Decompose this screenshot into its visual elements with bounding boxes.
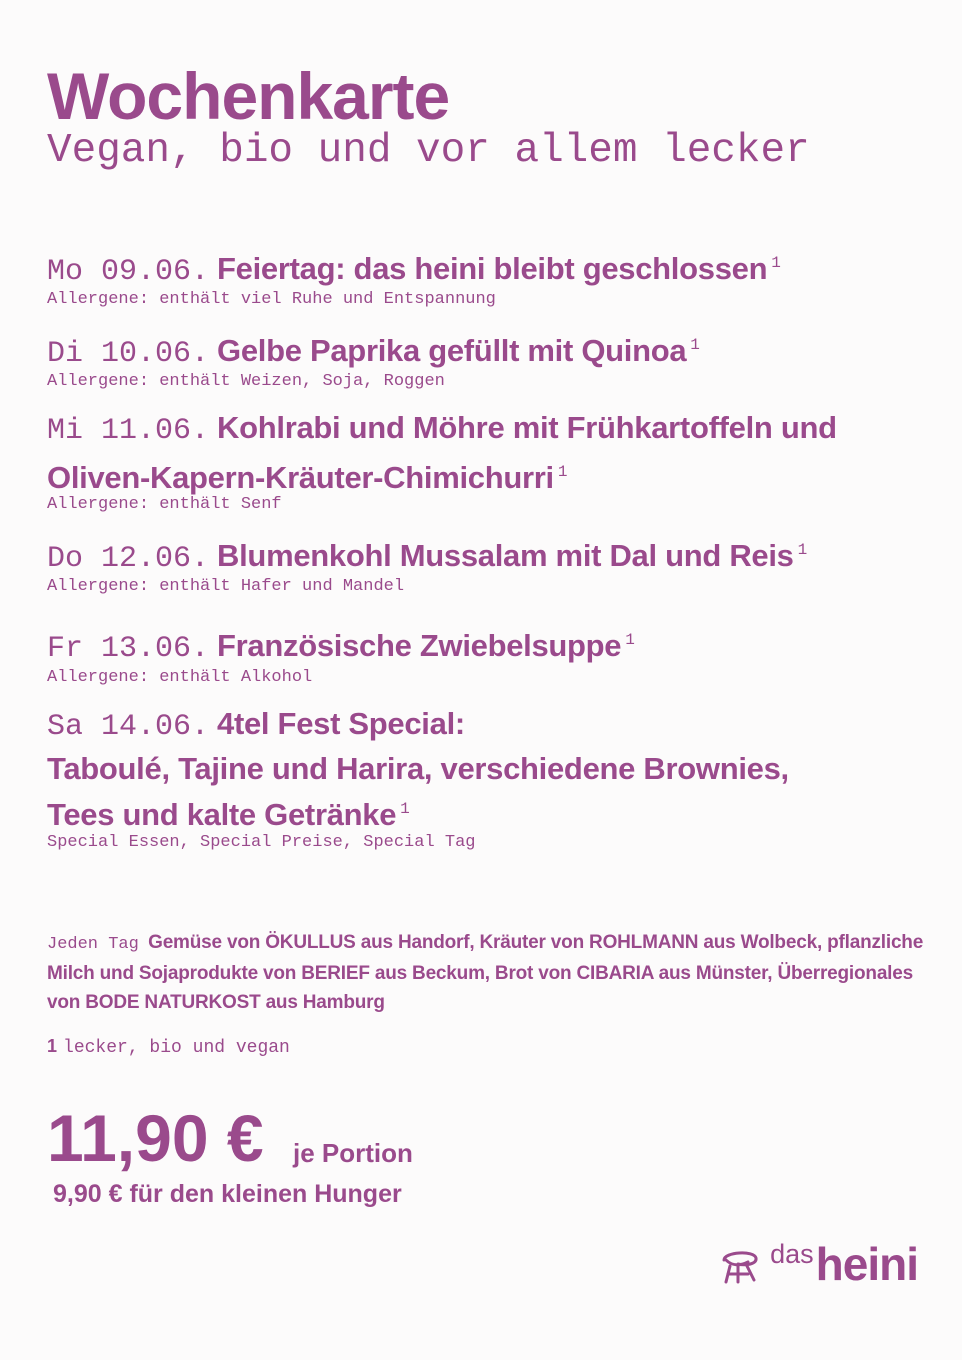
allergen-note: Allergene: enthält Weizen, Soja, Roggen: [47, 372, 445, 391]
allergen-note: Allergene: enthält Alkohol: [47, 668, 313, 687]
logo-prefix: das: [770, 1239, 814, 1269]
daily-label: Jeden Tag: [47, 935, 139, 954]
allergen-note: Allergene: enthält Hafer und Mandel: [47, 577, 405, 596]
brand-logo: [718, 1240, 918, 1288]
daily-suppliers: [47, 928, 927, 1017]
page-subtitle: Vegan, bio und vor allem lecker: [47, 128, 810, 174]
footnote-marker: 1: [557, 463, 568, 481]
day-dish: Gelbe Paprika gefüllt mit Quinoa: [217, 333, 687, 368]
footnote-marker: 1: [771, 254, 781, 272]
day-date: Sa 14.06.: [47, 710, 210, 744]
day-date: Di 10.06.: [47, 337, 210, 371]
menu-day-fr: [47, 620, 927, 670]
day-dish: 4tel Fest Special:: [217, 706, 465, 741]
footnote-marker: 1: [625, 631, 635, 649]
day-date: Do 12.06.: [47, 542, 210, 576]
chair-icon: [718, 1246, 760, 1286]
allergen-note: Allergene: enthält Senf: [47, 495, 282, 514]
daily-text: Gemüse von ÖKULLUS aus Handorf, Kräuter von ROHLMANN aus Wolbeck, pflanzliche Milch und Sojaprodukte von BERIEF aus Beckum, Brot von CIBARIA aus Münster, Überregionales von BODE NATURKOST aus Hamburg: [47, 932, 924, 1013]
menu-day-mo: [47, 243, 927, 293]
footnote-marker: 1: [400, 800, 410, 818]
day-dish: Blumenkohl Mussalam mit Dal und Reis: [217, 538, 794, 573]
special-note: Special Essen, Special Preise, Special Tag: [47, 833, 476, 852]
menu-day-di: [47, 325, 927, 375]
menu-day-do: [47, 530, 927, 580]
day-dish: Kohlrabi und Möhre mit Frühkartoffeln und Oliven-Kapern-Kräuter-Chimichurri: [47, 410, 837, 495]
price-unit: je Portion: [293, 1138, 413, 1168]
logo-name: heini: [815, 1238, 918, 1290]
day-dish: Französische Zwiebelsuppe: [217, 628, 622, 663]
footnote-marker: 1: [690, 336, 700, 354]
footnote-legend: [47, 1036, 290, 1058]
day-date: Mi 11.06.: [47, 414, 210, 448]
day-dish-line2: Taboulé, Tajine und Harira, verschiedene Brownies,: [47, 751, 789, 786]
price-small: 9,90 € für den kleinen Hunger: [53, 1180, 402, 1208]
day-date: Fr 13.06.: [47, 632, 210, 666]
footnote-text: lecker, bio und vegan: [63, 1038, 290, 1058]
day-dish: Feiertag: das heini bleibt geschlossen: [217, 251, 768, 286]
page-title: Wochenkarte: [47, 59, 450, 133]
footnote-number: 1: [47, 1036, 58, 1056]
footnote-marker: 1: [797, 541, 808, 559]
menu-day-sa: [47, 703, 927, 835]
allergen-note: Allergene: enthält viel Ruhe und Entspannung: [47, 290, 496, 309]
price: 11,90 €: [47, 1101, 264, 1175]
day-dish-line3: Tees und kalte Getränke: [47, 797, 397, 832]
menu-day-mi: [47, 407, 927, 498]
day-date: Mo 09.06.: [47, 255, 210, 289]
